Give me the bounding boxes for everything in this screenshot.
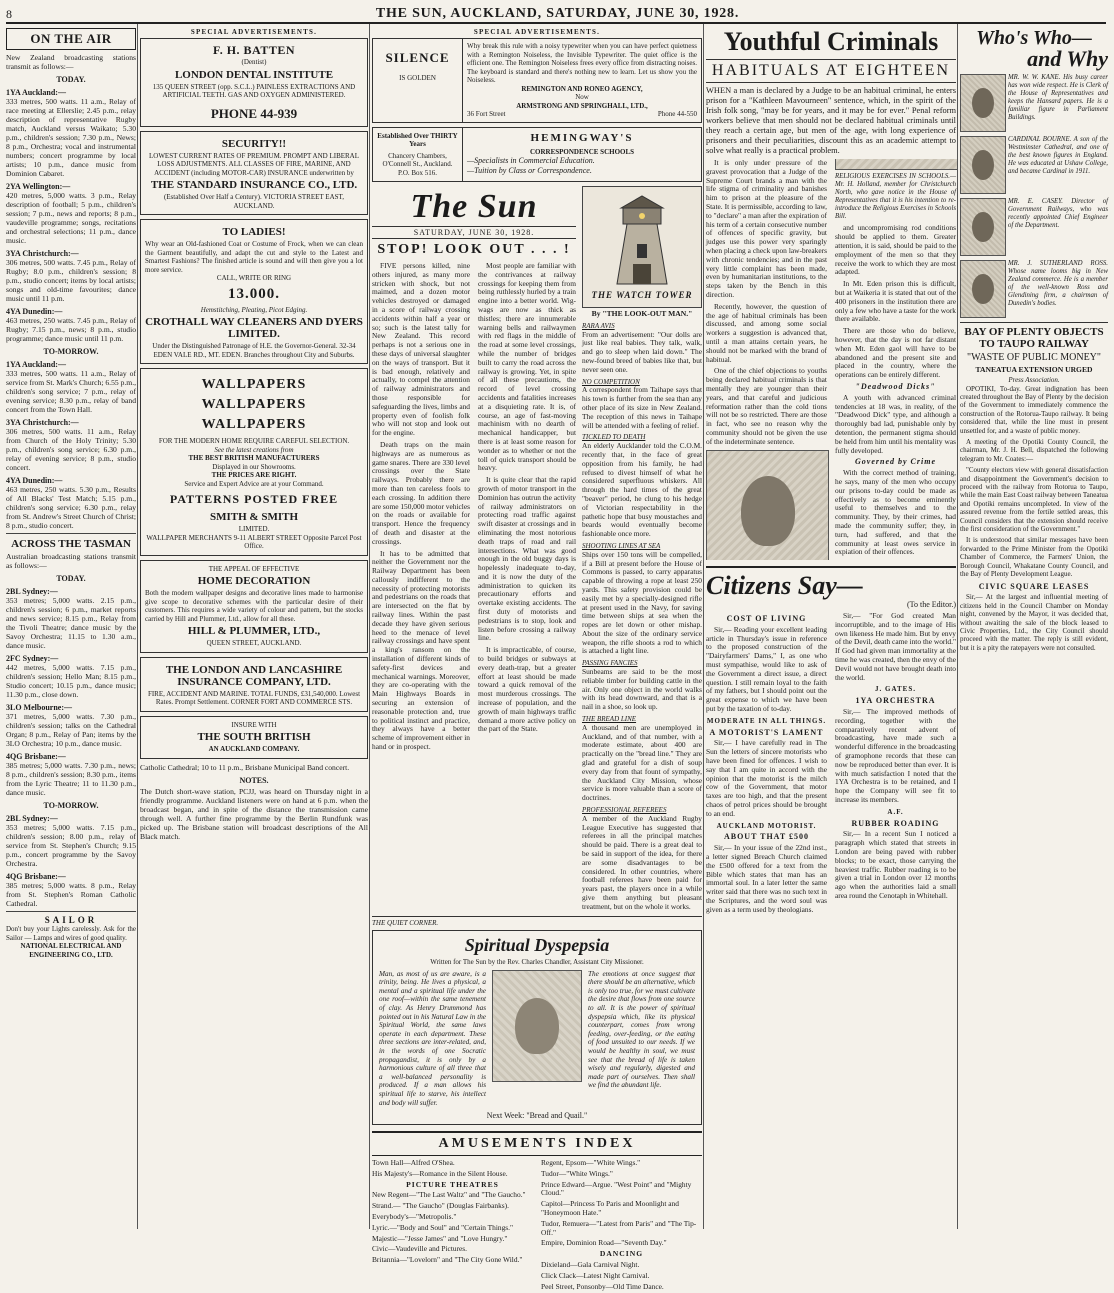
ad-body: Displayed in our Showrooms. — [212, 462, 296, 471]
letter-signature: A.F. — [887, 807, 904, 816]
ad-name: F. H. BATTEN — [212, 43, 296, 57]
ad-tagline: AN AUCKLAND COMPANY. — [208, 745, 300, 753]
press-association: Press Association. — [1008, 376, 1060, 384]
letter-heading: A MOTORIST'S LAMENT — [709, 727, 824, 737]
station-name: 4YA Dunedin:— — [6, 307, 63, 316]
station-schedule: 463 metres, 250 watts. 7.45 p.m., Relay of Rugby; 7.15 p.m., news; 8 p.m., studio programme; dance music until 11 p.m. — [6, 316, 136, 343]
article-text: Man, as most of us are aware, is a trinity, being. He lives a physical, a mental and a spiritual life under the one roof—within the same tenement of clay. As Henry Drummond has pointed out in his Natural Law in the Spiritual World, the same laws operate in each department. These three sections are inter-related, and, in the words of one Socratic propagandist, it is only by a harmonious culture of all three that a well-balanced personality is produced. If a man allows his spiritual life to starve, his intellect and body will suffer. — [379, 969, 486, 1107]
editorial-paragraph: It has to be admitted that neither the Government nor the Railway Department has been callously indifferent to the necessity of protecting motorists and pedestrians on the roads that are intersected on the flat by railway lines. Within the past decade they have given serious heed to the menace of level railway crossings and have spent a king's ransom on the installation of different kinds of safety-first devices and mechanical warnings. Moreover, they are co-operating with the Main Highways Boards in securing an extension of reasonable protection and, true to political instinct and practice, they always have a better scheme of improvement either in hand or in prospect. — [372, 548, 470, 752]
hemingway-ad — [372, 127, 702, 183]
ad-body: THE PRICES ARE RIGHT. — [211, 471, 297, 479]
london-lancashire-ad — [140, 657, 368, 712]
ad-body: See the latest creations from — [214, 445, 294, 454]
article-byline: Written for The Sun by the Rev. Charles Chandler, Assistant City Missioner. — [430, 957, 644, 966]
editorial-paragraph: It is impracticable, of course, to build bridges or subways at every death-trap, but a greater effort at least should be made toward a quick removal of the most murderous crossings. The increase of population, and the growth of main highways traffic demand a more active policy on the part of the State. — [478, 645, 576, 734]
portrait-face-icon — [972, 212, 994, 242]
station-name: 4YA Dunedin:— — [6, 476, 63, 485]
special-ads-label: SPECIAL ADVERTISEMENTS. — [190, 28, 318, 36]
ad-company: THE SOUTH BRITISH — [197, 731, 311, 743]
ad-company: HEMINGWAY'S — [530, 131, 634, 144]
smith-wallpapers-ad — [140, 368, 368, 556]
portrait-face-icon — [972, 274, 994, 304]
station-name: 3YA Christchurch:— — [6, 249, 79, 258]
ad-line: —Specialists in Commercial Education. — [467, 156, 595, 165]
listing: Strand.— "The Gaucho" (Douglas Fairbanks). — [372, 1201, 509, 1211]
station-name: 1YA Auckland:— — [6, 360, 66, 369]
sailor-ad-label: SAILOR — [44, 915, 98, 925]
letter-text: Sir,— Reading your excellent leading article in Thursday's issue in reference to the proposed construction of the "Dairyfarmers' Dams," I, as one who must sympathise, would like to ask of the Government a direct issue, a direct question. I still remain loyal to the faith of my fathers, but I should point out the great expense to which we have been put by the taxation of to-day. — [706, 624, 827, 714]
ad-phone: PHONE 44-939 — [210, 105, 298, 121]
listing: New Regent—"The Last Waltz" and "The Gaucho." — [372, 1190, 526, 1200]
article-paragraph: It is only under pressure of the gravest provocation that a Judge of the Supreme Court brands a man with the life stigma of criminality and banishes him to prison at the pleasure of the State. It is permissible, according to law, to "declare" a man after the expiration of his term of a certain consecutive number of offences of specific gravity, but judges use this power very sparingly when placing a check upon law-breakers with chronic tendencies; and in the past very little complaint has been made, even by humanitarian institutions, to the steps taken by the Bench in this direction. — [706, 158, 827, 299]
article-lead: WHEN a man is declared by a Judge to be an habitual criminal, he enters prison for a "Kathleen Mavourneen" sentence, which, in the spirit of the Irish folk song, "may be for years, and it may be for ever." Penal reform workers believe that men should not be declared habitual criminals until they reach a certain age, but men of the age, with long experience of prisoners and their peculiarities, discount this as an academic attempt to solve what really is a practical problem. — [706, 86, 956, 155]
article-crosshead: "Deadwood Dicks" — [855, 381, 936, 391]
letter-text: Sir,— At the largest and influential meeting of citizens held in the Council Chamber on Monday night, convened by the Mayor, it was decided that, without awaiting the sale of the block leased to Civic Properties, Ltd., the City Council should proceed with the matter. The reply is still evident, but it is a pity the ratepayers were not consulted. — [960, 593, 1108, 652]
notes-heading: NOTES. — [239, 775, 269, 785]
article-paragraph: and uncompromising rod conditions should be applied to them. Greater attention, it is said, should be paid to the employment of the men so that they receive the work to which they are most adapted. — [835, 223, 956, 277]
masthead-spacer — [1102, 7, 1106, 22]
editorial-paragraph: It is quite clear that the rapid growth of motor transport in the Dominion has outrun the activity of railway administrators on protecting road traffic against swift disaster at crossings and in eliminating the most notorious death traps of road and rail intersections. What was good enough in the old buggy days is hopelessly inadequate to-day, and it is now the duty of the administration to quicken its precautionary efforts and overtake existing accidents. The first duty of motorists and pedestrians is to stop, look and listen before crossing a railway line. — [478, 475, 576, 643]
watch-byline: By "THE LOOK-OUT MAN." — [591, 309, 693, 318]
person-photo — [960, 260, 1006, 318]
watch-tower-column — [582, 310, 702, 912]
listing: Empire, Dominion Road—"Seventh Day." — [541, 1238, 667, 1248]
station-schedule: 420 metres, 5,000 watts. 3 p.m., Relay description of football; 5 p.m., children's session; 7 p.m., news and reports; 8 p.m., vaudeville programme; songs, recitations and orchestral selections; 11 p.m., dance music. — [6, 191, 136, 245]
ad-address: Under the Distinguished Patronage of H.E. the Governor-General. 32-34 EDEN VALE RD., MT. EDEN. Branches throughout City and Suburbs. — [152, 342, 356, 359]
divider — [6, 911, 136, 912]
entry-text: MR. E. CASEY. Director of Government Railways, who was recently appointed Chief Engineer of the Department. — [1008, 198, 1108, 229]
on-the-air-heading: ON THE AIR — [6, 28, 136, 50]
station-name: 4QG Brisbane:— — [6, 752, 66, 761]
watch-paragraph: Ships over 150 tons will be compelled, if a Bill at present before the House of Commons is passed, to carry apparatus capable of throwing a rope at least 250 yards. This safety provision could be easily met by a specially-designed rifle at present used in the Navy, for saving time between ships at sea when the ropes are let down or other mishap. About the size of the ordinary service weapon, the rifle shoots a rod to which is attached a light line. — [582, 549, 702, 656]
listing: Everybody's—"Metropolis." — [372, 1212, 457, 1222]
letter-heading: RUBBER ROADING — [851, 818, 940, 828]
hemingway-right-box — [463, 128, 701, 182]
watch-tower-label: THE WATCH TOWER — [591, 290, 693, 300]
person-photo — [960, 136, 1006, 194]
ad-headline: SECURITY!! — [221, 137, 287, 150]
article-headline: Spiritual Dyspepsia — [464, 934, 610, 955]
ad-institute: LONDON DENTAL INSTITUTE — [174, 68, 334, 81]
article-subheadline: "WASTE OF PUBLIC MONEY" — [966, 352, 1101, 363]
standard-insurance-ad — [140, 131, 368, 216]
letter-signature: J. GATES. — [875, 685, 916, 694]
station-name: 2YA Wellington:— — [6, 182, 71, 191]
station-name: 4QG Brisbane:— — [6, 872, 66, 881]
ad-address: QUEEN STREET, AUCKLAND. — [206, 639, 302, 647]
tomorrow-heading: TO-MORROW. — [43, 801, 99, 810]
whos-who-entry — [960, 136, 1108, 194]
portrait-face-icon — [972, 88, 994, 118]
editorial-body — [372, 262, 576, 752]
watch-subhead: PROFESSIONAL REFEREES — [582, 806, 667, 815]
listing: Civic—Vaudeville and Pictures. — [372, 1244, 468, 1254]
listing: Town Hall—Alfred O'Shea. — [372, 1158, 455, 1168]
article-headline: Youthful Criminals — [723, 27, 939, 56]
portrait-face-icon — [741, 476, 795, 546]
watch-subhead: RARA AVIS — [582, 321, 615, 330]
person-photo — [960, 74, 1006, 132]
the-sun-logo: The Sun — [410, 188, 538, 225]
column-rule — [369, 24, 370, 1229]
article-paragraph: In Mt. Eden prison this is difficult, but at Waikeria it is stated that out of the 400 prisoners in the institution there are only a few who have a taste for the work there available. — [835, 279, 956, 324]
quiet-corner-label: THE QUIET CORNER. — [372, 916, 702, 927]
hill-plummer-ad — [140, 560, 368, 653]
watch-subhead: NO COMPETITION — [582, 377, 640, 386]
ad-kicker: THE APPEAL OF EFFECTIVE — [208, 564, 300, 573]
ad-kicker: INSURE WITH — [231, 720, 277, 729]
editorial-headline: STOP! LOOK OUT . . . ! — [377, 242, 571, 257]
ad-company: THE STANDARD INSURANCE CO., LTD. — [150, 179, 358, 191]
across-tasman-heading: ACROSS THE TASMAN — [11, 538, 131, 550]
station-schedule: 353 metres; 5,000 watts. 2.15 p.m., children's session; 6 p.m., market reports and news service; 8.15 p.m., Relay from the Tivoli Theatre; dance music by the Savoy Orchestra; 11.15 to 1.30 a.m., dance music. — [6, 596, 136, 650]
hemingway-left-box — [373, 128, 463, 182]
listing: Regent, Epsom—"White Wings." — [541, 1158, 641, 1168]
watch-paragraph: A member of the Auckland Rugby League Executive has suggested that referees in all the principal matches should be paid. There is a great deal to be said in support of the idea, for there are some disadvantages to be considered. In other countries, where football referees have been paid for years past, the players once in a while give them anything but pleasant treatment, but on the whole it works. — [582, 813, 702, 911]
whos-who-column — [960, 28, 1108, 1228]
station-name: 1YA Auckland:— — [6, 88, 66, 97]
article-headline: BAY OF PLENTY OBJECTS TO TAUPO RAILWAY — [960, 322, 1108, 350]
whos-who-heading: Who's Who— — [976, 27, 1092, 49]
across-intro: Australian broadcasting stations transmit as follows:— — [6, 552, 136, 570]
remington-ad — [372, 38, 702, 123]
ad-body: Why break this rule with a noisy typewriter when you can have perfect quietness with a Remington Noiseless, the Invisible Typewriter. The quiet office is the efficient one. The Remington Noiseless frees every office from distracting noises. The keyboard is standard and there's nothing new to learn. Let us show you the Noiseless. — [467, 42, 697, 84]
ad-established: Established Over THIRTY Years — [377, 131, 458, 148]
sailor-ad-footer: NATIONAL ELECTRICAL AND ENGINEERING CO., LTD. — [20, 942, 122, 959]
batten-dentist-ad — [140, 38, 368, 127]
ad-body: FIRE, ACCIDENT AND MARINE. TOTAL FUNDS, £31,540,000. Lowest Rates. Prompt Settlement. CORNER FORT AND COMMERCE STS. — [147, 689, 361, 706]
ad-limited: LIMITED. — [238, 525, 270, 533]
whos-who-entry — [960, 198, 1108, 256]
station-schedule: 353 metres; 5,000 watts. 7.15 p.m., children's session; 8.00 p.m., relay of service from St. Stephen's Church; 9.15 p.m., concert programme by the Savoy Orchestra. — [6, 823, 136, 868]
ad-body: Why wear an Old-fashioned Coat or Costume of Frock, when we can clean the Garment beautifully, and adapt the cut and style to the Latest and Smartest Fashions? The finished article is sound and will then give you a lot more service. — [145, 240, 363, 274]
article-deck: TANEATUA EXTENSION URGED — [975, 365, 1093, 374]
article-paragraph: "County electors view with general dissatisfaction and disappointment the Government's decision to proceed with the railway from Rotorua to Taupo, while the main East Coast railway between Taneatua and Opotiki remains uncompleted. In view of the assured revenue from the fertile settled areas, this Council considers that the extension should receive the first consideration of the Government." — [960, 466, 1108, 533]
sailor-ad-text: Don't buy your Lights carelessly. Ask for the Sailor — Lamps and wires of good quality. — [6, 925, 136, 942]
ad-subtitle: CORRESPONDENCE SCHOOLS — [529, 147, 635, 156]
letter-text: Sir,— "For God created Man incorruptible, and to the image of His own likeness He made him. But by envy of the Devil, death came into the world." If God had given man immortality at the time he was created, then the envy of the Devil would not have brought death into the world. — [835, 611, 956, 682]
letter-heading: ABOUT THAT £500 — [723, 832, 810, 842]
photo-caption: RELIGIOUS EXERCISES IN SCHOOLS.—Mr. H. Holland, member for Christchurch North, who gave notice in the House of Representatives that it is his intention to re-introduce the Religious Exercises in Schools Bill. — [835, 173, 956, 221]
ad-body: Both the modern wallpaper designs and decorative lines made to harmonise give scope to decorative schemes with the particular desire of their customers. This requires a wide variety of colour and pattern, but the stocks carried by Hill and Plummer, Ltd., allow for all these. — [145, 589, 363, 623]
letter-heading: COST OF LIVING — [726, 614, 807, 624]
divider — [6, 533, 136, 534]
whos-who-entry — [960, 260, 1108, 318]
station-schedule: 371 metres, 5,000 watts. 7.30 p.m., children's session; talks on the Cathedral Organ; 8 p.m., Relay of Pan; items by the 3LO Orchestra; 10 p.m., dance music. — [6, 712, 136, 748]
next-week-note: Next Week: "Bread and Quail." — [486, 1111, 588, 1121]
station-name: 2BL Sydney:— — [6, 814, 58, 823]
listing: Tudor—"White Wings." — [541, 1168, 613, 1178]
to-editor-label: (To the Editor.) — [907, 600, 956, 610]
article-paragraph: A meeting of the Opotiki County Council, the chairman, Mr. J. H. Bell, dispatched the following telegram to Mr. Coates:— — [960, 437, 1108, 463]
today-heading: TODAY. — [56, 574, 86, 583]
ad-firm: ARMSTRONG AND SPRINGHALL, LTD., — [516, 101, 648, 110]
listing: Dixieland—Gala Carnival Night. — [541, 1260, 640, 1270]
article-paragraph: A youth with advanced criminal tendencies at 18 was, in reality, of the "Deadwood Dick" type, and although a thoroughly bad lad, punishable only by detention, the permanent stigma should be held from him until his mentality was fully developed. — [835, 392, 956, 455]
article-text: The emotions at once suggest that there should be an alternative, which is only too true, for we must cultivate the desire that flows from one source to all. It is the power of spiritual dyspepsia which, like its physical counterpart, comes from wrong feeding, over-feeding, or the eating of food unsuited to our needs. If we would be healthy in soul, we must see that the bread of life is taken wisely and regularly, digested and made part of ourselves. Then shall we find the abundant life. — [588, 969, 696, 1090]
listing: Majestic—"Jesse James" and "Love Hungry." — [372, 1233, 508, 1243]
youthful-criminals-column — [706, 28, 956, 1228]
ad-address: 36 Fort Street — [467, 110, 506, 118]
listing: Prince Edward—Argue. "West Point" and "Mighty Cloud." — [541, 1179, 692, 1198]
listing: Peel Street, Ponsonby—Old Time Dance. — [541, 1281, 664, 1291]
station-schedule: 333 metres, 500 watts. 11 a.m., Relay of service from St. Mark's Church; 6.55 p.m., children's song service; 7 p.m., relay of evening service; 8.30 p.m., relay of band concert from the Town Hall. — [6, 369, 136, 414]
listing: Tudor, Remuera—"Latest from Paris" and "The Tip-Off." — [541, 1218, 697, 1237]
ad-address: WALLPAPER MERCHANTS 9-11 ALBERT STREET Opposite Parcel Post Office. — [146, 533, 362, 550]
listing: Click Clack—Latest Night Carnival. — [541, 1270, 650, 1280]
station-schedule: 463 metres, 250 watts. 5.30 p.m., Results of All Blacks' Test Match; 5.15 p.m., children's song service; 6.30 p.m., relay from St. Andrew's Street Church of Christ; 8 p.m., studio concert. — [6, 485, 136, 530]
watch-subhead: TICKLED TO DEATH — [582, 433, 646, 442]
ad-company: CROTHALL WAY CLEANERS AND DYERS LIMITED. — [145, 316, 363, 340]
page-number: 8 — [6, 6, 13, 21]
letter-text: Sir,— In your issue of the 22nd inst., a letter signed Breach Church claimed the £500 offered for a text from the Bible which states that man has an immortal soul. In a later letter the same writer said that there was no such text in the Scriptures, and the word soul was given as a term used by theologians. — [706, 843, 827, 914]
silence-sub: IS GOLDEN — [399, 74, 436, 82]
ad-agency: REMINGTON AND RONEO AGENCY, — [521, 84, 643, 93]
ad-now: Now — [575, 93, 589, 101]
person-photo — [960, 198, 1006, 256]
ad-headline: WALLPAPERS — [201, 417, 307, 432]
station-name: 3LO Melbourne:— — [6, 703, 72, 712]
amusements-index — [372, 1159, 702, 1293]
portrait-face-icon — [515, 998, 559, 1054]
station-name: 3YA Christchurch:— — [6, 418, 79, 427]
watch-paragraph: Sunbeams are said to be the most reliable timber for building cattle in the air. Only one object in the world walks with its head downward, and that is a nail in a shoe, so look up. — [582, 667, 702, 712]
editorial-column — [372, 28, 702, 1291]
ad-phone: 13.000. — [228, 285, 280, 302]
ad-patterns: PATTERNS POSTED FREE — [169, 492, 339, 506]
newspaper-title: THE SUN, AUCKLAND, SATURDAY, JUNE 30, 1928. — [375, 6, 740, 21]
picture-theatres-heading: PICTURE THEATRES — [406, 1179, 499, 1189]
article-paragraph: With the correct method of training, he says, many of the men who occupy our prisons to-day could be made as effectively as to become eminently useful to themselves and to the community. They, by their crimes, had made the community suffer; they, in turn, had suffered, and that the community at least owes service in expiation of their offences. — [835, 468, 956, 557]
letter-text: Sir,— In a recent Sun I noticed a paragraph which stated that streets in London are being paved with rubber blocks; to be exact, those carrying the heaviest traffic. Rubber roading is to be given a trial in London over 12 months ago when the authorities laid a small area round the Cenotaph in Whitehall. — [835, 829, 956, 900]
south-british-ad — [140, 716, 368, 759]
ad-body: FOR THE MODERN HOME REQUIRE CAREFUL SELECTION. — [158, 437, 350, 445]
ad-cta: CALL, WRITE OR RING — [216, 274, 292, 282]
watch-paragraph: From an advertisement: "Our dolls are just like real babies. They talk, walk, and go to sleep when laid down." The new-found breed of babies like that, but never seen one. — [582, 329, 702, 374]
special-ads-label: SPECIAL ADVERTISEMENTS. — [473, 28, 601, 36]
ad-headline: TO LADIES! — [222, 226, 286, 238]
remington-body-box — [463, 39, 701, 122]
broadcast-intro: New Zealand broadcasting stations transmit as follows:— — [6, 53, 136, 71]
article-paragraph: OPOTIKI, To-day. Great indignation has been created throughout the Bay of Plenty by the decision of the Government to immediately commence the construction of the Rotorua-Taupo railway. It being considered that, while the line must in present unsettled for, and a waste of public money. — [960, 384, 1108, 435]
letters-body — [706, 612, 956, 915]
ad-company: HILL & PLUMMER, LTD., — [187, 625, 321, 637]
editorial-paragraph: FIVE persons killed, nine others injured, as many more stricken with shock, but not maimed, and a dozen motor vehicles destroyed or damaged in a score of railway crossing accidents within half a year or so; such is the latest tally for New Zealand. This record perhaps is not a serious one in these days of universal slaughter on the ways of transport. But it is bad enough, relatively and actually, to compel the attention of railway administrators and those responsible for safeguarding the lives, limbs and property even of foolish folk who will not stop and look out for the engine. — [372, 261, 470, 438]
ad-phone: Phone 44-550 — [657, 110, 697, 118]
amusements-heading: AMUSEMENTS INDEX — [372, 1131, 702, 1156]
ad-services: Hemstitching, Pleating, Picot Edging. — [200, 305, 308, 314]
editorial-date: SATURDAY, JUNE 30, 1928. — [372, 226, 576, 239]
crothall-cleaners-ad — [140, 219, 368, 364]
ad-address: Chancery Chambers, O'Connell St., Auckland. P.O. Box 516. — [382, 151, 453, 177]
station-schedule: 333 metres, 500 watts. 11 a.m., Relay of race meeting at Ellerslie; 2.45 p.m., relay description of representative Rugby match, Auckland versus Waikato; 5.30 p.m., children's session; 7.30 p.m., News; 8 p.m., Orchestra; vocal and instrumental numbers; concert programme by local artists; 10 p.m., dance music from Dominion Cabaret. — [6, 97, 136, 178]
on-the-air-column — [6, 28, 136, 1228]
ad-subtitle: (Dentist) — [241, 58, 267, 66]
and-why-heading: and Why — [1027, 46, 1108, 71]
column-rule — [137, 24, 138, 1229]
article-paragraph: There are those who do believe, however, that the day is not far distant when Mt. Eden gaol will have to be abandoned and the present site and placed in the country, where the operations can be entirely different. — [835, 326, 956, 380]
letter-signature: AUCKLAND MOTORIST. — [716, 821, 817, 830]
letter-heading: 1YA ORCHESTRA — [855, 696, 936, 706]
ad-company: THE LONDON AND LANCASHIRE INSURANCE COMPANY, LTD. — [165, 663, 343, 688]
column-rule — [703, 24, 704, 1229]
article-paragraph: It is understood that similar messages have been forwarded to the Prime Minister from the Opotiki Chamber of Commerce, the Farmers' Union, the Borough Council, Whakatane County Council, and the Bay of Plenty Development League. — [960, 536, 1108, 579]
radio-continuation: Catholic Cathedral; 10 to 11 p.m., Brisbane Municipal Band concert. — [140, 762, 350, 772]
watch-paragraph: A correspondent from Taihape says that his town is further from the sea than any other place of its size in New Zealand. The reception of this news in Taihape will be attended with a feeling of relief. — [582, 385, 702, 430]
tower-icon — [597, 194, 687, 288]
station-schedule: 385 metres; 5,000 watts. 8 p.m., Relay from St. Stephen's Roman Catholic Cathedral. — [6, 881, 136, 908]
editorial-paragraph: Most people are familiar with the contrivances at railway crossings for keeping them from being ruthlessly hurled by a train engine into a better world. Wig-wags are now as thick as thistles; there are innumerable warning bells and railwaymen with red flags in the middle of the road at some level crossings, while the number of bridges built to carry the road across the railway is growing. Yet, in spite of all these precautions, the record of level crossing accidents and fatalities increases at a disquieting rate. It is, of course, an age of fast-moving machinism with no dearth of mechanical handicapper, but there is at least some reason for wonder as to whether or not the toll of quick transport should be heavy. — [478, 261, 576, 473]
column-rule — [957, 24, 958, 1229]
portrait-face-icon — [972, 150, 994, 180]
notes-body: The Dutch short-wave station, PCJJ, was heard on Thursday night in a friendly programme. Auckland listeners were on hand at 6 p.m. when the broadcast began, and in spite of the distance the transmission came through well. A further fine programme by the Berlin Rundfunk was picked up. The Brisbane station will broadcast descriptions of the All Black match. — [140, 786, 368, 841]
article-paragraph: One of the chief objections to youths being declared habitual criminals is that mentally they are younger than their years, and that careful and judicious reformation rather than the cold tions will not be so restricted. There are those in fact, who see no reason why the community should not be given the use of the indeterminate sentence. — [706, 366, 827, 446]
editorial-paragraph: Death traps on the main highways are as numerous as game snares. There are 330 level crossings over the State railways. Probably there are more than ten careless fools to each crossing. In addition there are some 150,000 motor vehicles on the roads or available for transport. Hence the frequency of death and disaster at the crossings. — [372, 439, 470, 546]
letter-signature: MODERATE IN ALL THINGS. — [706, 716, 827, 725]
dancing-heading: DANCING — [599, 1249, 644, 1259]
article-paragraph: Recently, however, the question of the age of habitual criminals has been discussed, and among some social workers a suggestion is advanced that, until a man attains certain years, he should not be marked with the brand of habitual. — [706, 301, 827, 364]
ad-headline: HOME DECORATION — [197, 575, 311, 587]
station-schedule: 306 metres, 500 watts. 7.45 p.m., Relay of Rugby; 8.0 p.m., children's session; 8 p.m., studio concert; items by local artists; songs and old-time favourites; dance music until 11 p.m. — [6, 258, 136, 303]
listing: Lyric.—"Body and Soul" and "Certain Things." — [372, 1222, 514, 1232]
watch-subhead: SHOOTING LINES AT SEA — [582, 541, 661, 550]
entry-text: MR. W. W. KANE. His busy career has won wide respect. He is Clerk of the House of Representatives and keeps the Hansard papers. He is a familiar figure in Parliament Buildings. — [1008, 74, 1108, 121]
station-schedule: 442 metres, 5,000 watts. 7.15 p.m., children's session; Hello Man; 8.15 p.m., Studio concert; 10.15 p.m., dance music; 11.30 p.m., close down. — [6, 663, 136, 699]
station-name: 2BL Sydney:— — [6, 587, 58, 596]
letter-text: Sir,— The improved methods of recording, together with the comparatively recent advent of broadcasting, have made such a wonderful difference in the broadcasting of gramophone records that these can now be reproduced better than ever. It is with much satisfaction I noted that the 1YA Orchestra is to be retained, and I hope the Company will see fit to increase its members. — [835, 707, 956, 805]
ad-body: Service and Expert Advice are at your Command. — [184, 479, 324, 488]
listing: Capitol—Princess To Paris and Moonlight and "Honeymoon Hate." — [541, 1199, 679, 1218]
ad-body: LOWEST CURRENT RATES OF PREMIUM. PROMPT AND LIBERAL LOSS ADJUSTMENTS. ALL CLASSES OF FIRE, MARINE, AND ACCIDENT (including MOTOR-CAR) INSURANCE underwritten by — [148, 151, 360, 177]
tomorrow-heading: TO-MORROW. — [43, 347, 99, 356]
watch-paragraph: A thousand men are unemployed in Auckland, and of that number, with a moderate estimate, about 400 are practically on the "bread line." They are glad and grateful for a dish of soup every day from that fount of sympathy, the Auckland City Mission, whose service is more valuable than a score of doctrines. — [582, 722, 702, 803]
ad-company: SMITH & SMITH — [209, 511, 298, 523]
ad-line: —Tuition by Class or Correspondence. — [467, 166, 592, 175]
ad-body: THE BEST BRITISH MANUFACTURERS — [188, 454, 320, 462]
article-body — [706, 159, 956, 560]
station-name: 2FC Sydney:— — [6, 654, 59, 663]
spiritual-dyspepsia-article — [372, 930, 702, 1126]
watch-tower-illustration — [582, 186, 702, 308]
advertisements-column — [140, 28, 368, 1228]
entry-text: MR. J. SUTHERLAND ROSS. Whose name looms big in New Zealand commerce. He is a member of the well-known Ross and Glendining firm, a chairman of Dunedin's bodies. — [1008, 260, 1108, 307]
letter-heading: CIVIC SQUARE LEASES — [978, 582, 1090, 592]
citizens-say-heading: Citizens Say— — [706, 566, 956, 600]
watch-subhead: PASSING FANCIES — [582, 659, 638, 668]
article-crosshead: Governed by Crime — [855, 457, 936, 467]
ad-headline: WALLPAPERS — [201, 377, 307, 392]
silence-box — [373, 39, 463, 122]
masthead — [6, 6, 1106, 24]
ad-headline: WALLPAPERS — [201, 397, 307, 412]
letter-text: Sir,— I have carefully read in The Sun the letters of sincere motorists who have been fined for offences. I wish to say that I am quite in accord with the opinion that the motorist is the milch cow of the Government, that motor taxes are too high, and that the present chaos of petrol prices should be brought to an end. — [706, 738, 827, 818]
ad-address: (Established Over Half a Century). VICTORIA STREET EAST, AUCKLAND. — [163, 193, 345, 210]
author-portrait — [492, 970, 582, 1082]
article-subheadline: HABITUALS AT EIGHTEEN — [706, 59, 956, 83]
whos-who-entry — [960, 74, 1108, 132]
entry-text: CARDINAL BOURNE. A son of the Westminster Cathedral, and one of the best known figures in England. He was educated at Ushaw College, and became Cardinal in 1911. — [1008, 136, 1108, 175]
station-schedule: 306 metres, 500 watts. 11 a.m., Relay from Church of the Holy Trinity; 5.30 p.m., children's song service; 6.30 p.m., relay of evening service; 8 p.m., studio concert. — [6, 427, 136, 472]
listing: Britannia—"Lovelorn" and "The City Gone Wild." — [372, 1255, 523, 1265]
listing: His Majesty's—Romance in the Silent House. — [372, 1168, 508, 1178]
watch-paragraph: An elderly Aucklander told the C.O.M. recently that, in the face of great opposition from his family, he had refused to divest himself of what he considered superfluous whiskers. All through the hard times of the great "beaver" period, he clung to his hedge of Victorian respectability in the pathetic hope that busy moustaches and beards would eventually become fashionable once more. — [582, 441, 702, 539]
station-schedule: 385 metres; 5,000 watts. 7.30 p.m., news; 8 p.m., children's session; 8.30 p.m., items from the Lyric Theatre; 11 to 11.30 p.m., dance music. — [6, 761, 136, 797]
ad-address: 135 QUEEN STREET (opp. S.C.L.) PAINLESS EXTRACTIONS AND ARTIFICIAL TEETH. GAS AND OXYGEN ADMINISTERED. — [152, 82, 356, 99]
today-heading: TODAY. — [56, 75, 86, 84]
silence-headline: SILENCE — [385, 50, 450, 65]
watch-subhead: THE BREAD LINE — [582, 715, 637, 724]
